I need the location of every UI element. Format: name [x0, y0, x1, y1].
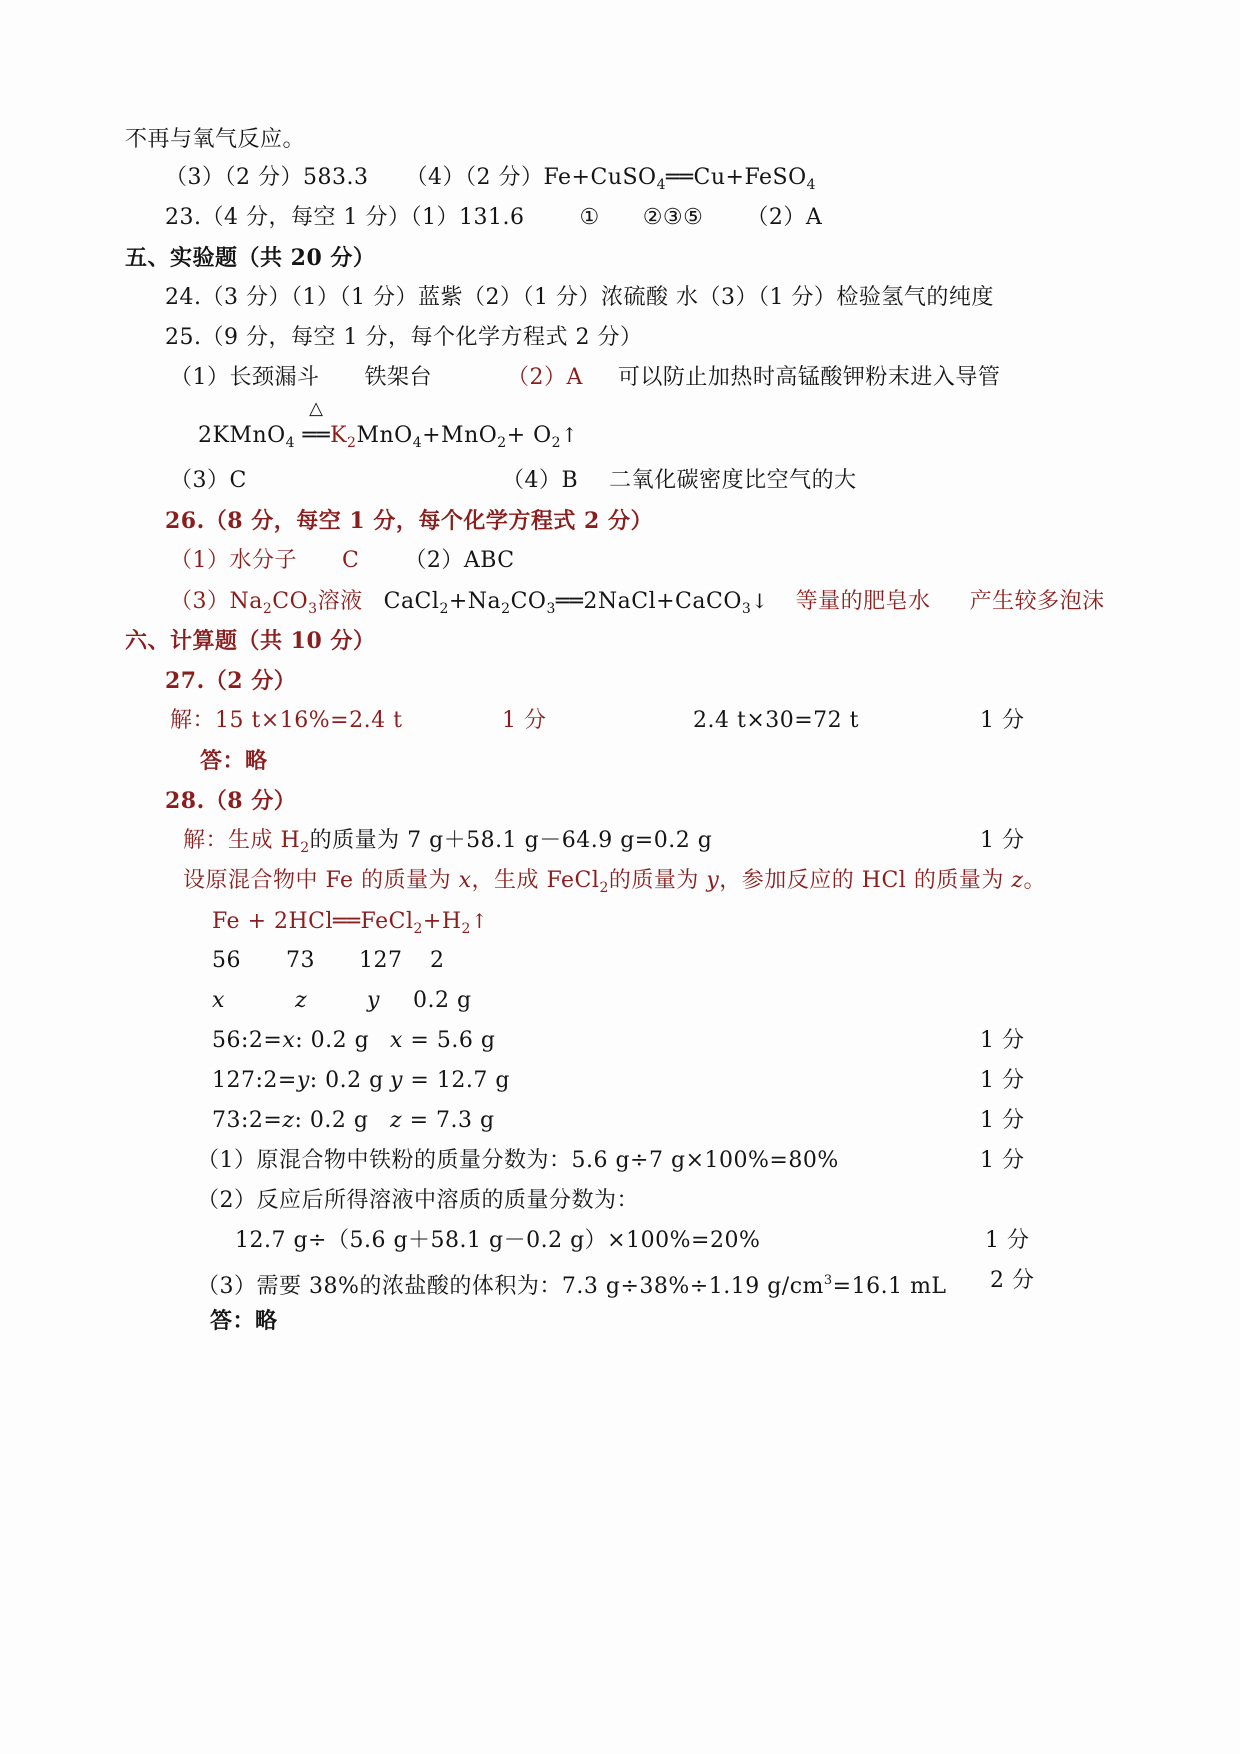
ratio-result: [390, 1107, 495, 1135]
text: （1）原混合物中铁粉的质量分数为：5.6 g÷7 g×100%=80%: [197, 1148, 839, 1173]
text: 23.（4 分，每空 1 分）（1）131.6: [165, 205, 525, 230]
answer-line: [165, 324, 642, 352]
answer-line: [165, 204, 822, 232]
answer-line: [165, 164, 816, 199]
chemical-equation: [198, 398, 579, 457]
superscript: 3: [823, 1273, 833, 1288]
text: 的质量为 7 g＋58.1 g－64.9 g=0.2 g: [309, 828, 713, 853]
text: ②③⑤: [642, 205, 704, 230]
heat-symbol: △: [309, 398, 324, 419]
text: 溶液: [317, 589, 363, 614]
text: 等量的肥皂水: [795, 589, 931, 614]
text: 2KMnO: [198, 423, 286, 448]
text: = 7.3 g: [402, 1108, 495, 1133]
down-arrow-icon: ↓: [751, 589, 769, 613]
variable: z: [1011, 868, 1024, 893]
text: 答：略: [210, 1308, 278, 1334]
text: +MnO: [422, 423, 498, 448]
text: 56: [212, 948, 241, 973]
subscript: 4: [656, 177, 667, 193]
score: [985, 1227, 1030, 1255]
text: 0.2 g: [413, 988, 472, 1013]
text: ，参加反应的 HCl 的质量为: [719, 868, 1012, 893]
ratio-line: [212, 1107, 368, 1135]
text: + O: [506, 423, 552, 448]
text: : 0.2 g: [295, 1028, 370, 1053]
text: 六、计算题（共 10 分）: [125, 628, 376, 654]
variable: z: [295, 988, 308, 1013]
variable-row: [413, 987, 472, 1015]
text: 12.7 g÷（5.6 g＋58.1 g－0.2 g）×100%=20%: [235, 1228, 761, 1253]
chemical-equation: [212, 907, 488, 943]
text: +H: [422, 909, 462, 934]
text: （4）（2 分）Fe+CuSO: [405, 165, 657, 190]
variable: z: [390, 1108, 403, 1133]
text: （1）长颈漏斗: [170, 365, 320, 390]
variable-row: [367, 987, 380, 1015]
text: 73: [286, 948, 315, 973]
text: 56:2=: [212, 1028, 283, 1053]
subscript: 3: [546, 601, 556, 617]
text: 2 分: [990, 1268, 1035, 1293]
subscript: 3: [741, 601, 752, 617]
text: = 12.7 g: [402, 1068, 510, 1093]
subscript: 2: [497, 435, 507, 451]
variable: y: [706, 868, 720, 893]
text: （2）ABC: [404, 548, 515, 573]
answer-line: [200, 747, 268, 775]
variable: x: [458, 868, 472, 893]
text: （2）A: [507, 365, 583, 390]
score: [980, 827, 1025, 855]
text: 。: [1023, 868, 1046, 893]
text: （3）Na: [170, 589, 263, 614]
subscript: 2: [262, 601, 273, 617]
answer-line: [170, 547, 515, 575]
text: +Na: [448, 589, 502, 614]
text: （1）水分子: [170, 548, 297, 573]
text: CO: [510, 589, 547, 614]
text: 1 分: [980, 708, 1025, 733]
text: ，生成 FeCl: [471, 868, 600, 893]
text: 铁架台: [364, 365, 433, 390]
text: 解：生成 H: [183, 828, 301, 853]
text: 127:2=: [212, 1068, 297, 1093]
answer-line: [165, 787, 296, 815]
text: （3）需要 38%的浓盐酸的体积为：7.3 g÷38%÷1.19 g/cm: [197, 1274, 824, 1299]
answer-line: [170, 467, 247, 495]
text: 2.4 t×30=72 t: [693, 708, 860, 733]
variable-row: [295, 987, 307, 1015]
answer-line: [183, 827, 712, 862]
text: 73:2=: [212, 1108, 283, 1133]
subscript: 2: [551, 435, 562, 451]
mass-ratio-row: [430, 947, 445, 975]
up-arrow-icon: ↑: [470, 909, 489, 933]
text: 1 分: [980, 1148, 1025, 1173]
variable: x: [390, 1028, 403, 1053]
text: 产生较多泡沫: [969, 589, 1105, 614]
score: [980, 1147, 1025, 1175]
score: [990, 1267, 1035, 1295]
text: 127: [359, 948, 403, 973]
section-heading: [125, 627, 375, 655]
answer-line: [170, 707, 402, 735]
text: ══: [302, 423, 331, 448]
ratio-result: [390, 1027, 495, 1055]
text: =16.1 mL: [832, 1274, 947, 1299]
equals-sign: [302, 398, 331, 450]
answer-line: [197, 1267, 947, 1301]
answer-line: [502, 467, 857, 495]
mass-ratio-row: [212, 947, 241, 975]
mass-ratio-row: [286, 947, 315, 975]
text: 24.（3 分）（1）（1 分）蓝紫（2）（1 分）浓硫酸 水（3）（1 分）检验氢气的纯度: [165, 285, 994, 310]
answer-line: [165, 507, 653, 535]
answer-line: [170, 587, 1105, 623]
section-heading: [125, 244, 375, 272]
ratio-line: [212, 1067, 384, 1095]
text: : 0.2 g: [309, 1068, 384, 1093]
variable: y: [296, 1068, 310, 1093]
text: Fe + 2HCl══FeCl: [212, 909, 414, 934]
subscript: 2: [461, 921, 471, 937]
answer-line: [693, 707, 859, 735]
answer-line: [197, 1147, 839, 1175]
subscript: 2: [439, 601, 449, 617]
text: 1 分: [502, 708, 547, 733]
text: 28.（8 分）: [165, 788, 297, 814]
text: : 0.2 g: [294, 1108, 369, 1133]
answer-line: [210, 1307, 278, 1335]
subscript: 2: [501, 601, 511, 617]
text: （3）C: [170, 468, 247, 493]
ratio-result: [390, 1067, 510, 1095]
variable: x: [282, 1028, 296, 1053]
score: [980, 1067, 1025, 1095]
answer-line: [165, 284, 994, 312]
score: [980, 1107, 1025, 1135]
text-line: [125, 126, 305, 154]
text: 1 分: [980, 1028, 1025, 1053]
variable: z: [282, 1108, 295, 1133]
text: ══2NaCl+CaCO: [555, 589, 742, 614]
answer-line: [165, 667, 296, 695]
text: 设原混合物中 Fe 的质量为: [183, 868, 459, 893]
text: 1 分: [980, 1108, 1025, 1133]
subscript: 4: [412, 435, 423, 451]
score: [980, 707, 1025, 735]
text: 26.（8 分，每空 1 分，每个化学方程式 2 分）: [165, 508, 653, 534]
subscript: 4: [806, 177, 817, 193]
text: ①: [579, 205, 600, 230]
text: 可以防止加热时高锰酸钾粉末进入导管: [617, 365, 1001, 390]
subscript: 4: [285, 435, 296, 451]
ratio-line: [212, 1027, 369, 1055]
text: 五、实验题（共 20 分）: [125, 245, 376, 271]
subscript: 2: [413, 921, 423, 937]
answer-line: [197, 1187, 639, 1215]
subscript: 2: [599, 880, 609, 896]
text: MnO: [356, 423, 413, 448]
score: [502, 707, 547, 735]
text: （2）A: [746, 205, 823, 230]
text: （4）B: [502, 468, 579, 493]
mass-ratio-row: [359, 947, 403, 975]
text: C: [342, 548, 360, 573]
text: 解：15 t×16%=2.4 t: [170, 708, 403, 733]
variable: x: [212, 988, 225, 1013]
text: 答：略: [200, 748, 268, 774]
answer-line: [235, 1227, 760, 1255]
variable: y: [390, 1068, 403, 1093]
text: 1 分: [980, 1068, 1025, 1093]
text: 27.（2 分）: [165, 668, 297, 694]
text: 的质量为: [608, 868, 707, 893]
up-arrow-icon: ↑: [561, 423, 579, 447]
text: 25.（9 分，每空 1 分，每个化学方程式 2 分）: [165, 325, 643, 350]
text: K: [330, 423, 348, 448]
text: 1 分: [980, 828, 1025, 853]
variable-row: [212, 987, 225, 1015]
variable: y: [367, 988, 380, 1013]
text: （2）反应后所得溶液中溶质的质量分数为：: [197, 1188, 639, 1213]
subscript: 3: [308, 601, 318, 617]
answer-line: [183, 867, 1046, 902]
text: （3）（2 分）583.3: [165, 165, 369, 190]
text: 1 分: [985, 1228, 1030, 1253]
text: CO: [272, 589, 309, 614]
text: CaCl: [383, 589, 440, 614]
text: ══Cu+FeSO: [666, 165, 807, 190]
text: 不再与氧气反应。: [125, 127, 306, 152]
subscript: 2: [347, 435, 357, 451]
answer-line: [170, 364, 1000, 392]
subscript: 2: [300, 840, 310, 856]
text: 二氧化碳密度比空气的大: [609, 468, 857, 493]
text: 2: [430, 948, 445, 973]
text: = 5.6 g: [402, 1028, 496, 1053]
score: [980, 1027, 1025, 1055]
